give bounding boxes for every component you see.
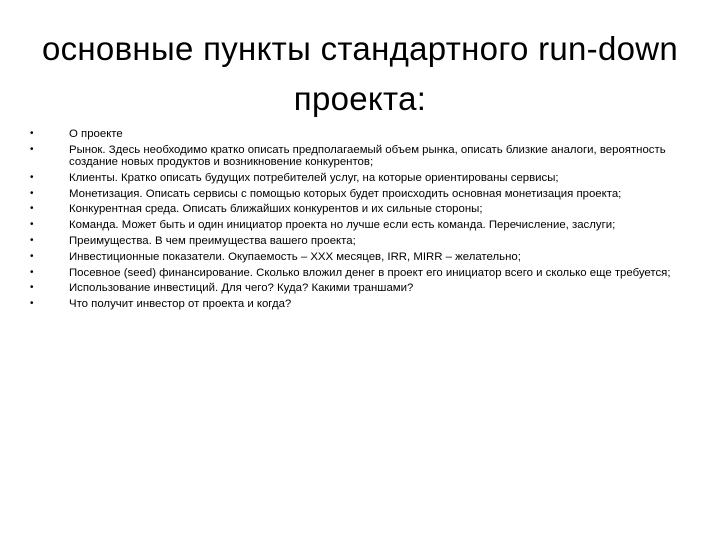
list-item-text: Клиенты. Кратко описать будущих потребителей услуг, на которые ориентированы сервисы;: [69, 171, 559, 184]
list-item: [28, 235, 698, 247]
list-item-text: Преимущества. В чем преимущества вашего проекта;: [69, 234, 356, 247]
list-item: [28, 144, 698, 168]
list-item-text: Монетизация. Описать сервисы с помощью которых будет происходить основная монетизация проекта;: [69, 187, 622, 200]
slide-title: основные пункты стандартного run-down проекта:: [41, 30, 679, 117]
list-item-text: Использование инвестиций. Для чего? Куда? Какими траншами?: [69, 282, 414, 295]
bullet-icon: •: [30, 282, 34, 294]
list-item-text: Что получит инвестор от проекта и когда?: [69, 298, 292, 311]
bullet-icon: •: [30, 219, 34, 231]
list-item-text: Инвестиционные показатели. Окупаемость – ХХХ месяцев, IRR, MIRR – желательно;: [69, 250, 521, 263]
list-item: [28, 188, 698, 200]
bullet-icon: •: [30, 187, 34, 199]
list-item: [28, 172, 698, 184]
list-item: [28, 128, 698, 140]
bullet-icon: •: [30, 250, 34, 262]
list-item-text: Команда. Может быть и один инициатор проекта но лучше если есть команда. Перечисление, заслуги;: [69, 219, 616, 232]
list-item: [28, 298, 698, 310]
list-item: [28, 251, 698, 263]
list-item: [28, 203, 698, 215]
list-item: [28, 219, 698, 231]
list-item-text: О проекте: [69, 128, 123, 140]
bullet-icon: •: [30, 298, 34, 310]
list-item: [28, 282, 698, 294]
bullet-icon: •: [30, 171, 34, 183]
bullet-icon: •: [30, 128, 34, 139]
list-item-text: Рынок. Здесь необходимо кратко описать предполагаемый объем рынка, описать близкие аналоги, вероятность создание новых продуктов и возникновение конкурентов;: [69, 143, 666, 168]
bullet-icon: •: [30, 203, 34, 215]
list-item: [28, 267, 698, 279]
bullet-icon: •: [30, 143, 34, 155]
list-item-text: Конкурентная среда. Описать ближайших конкурентов и их сильные стороны;: [69, 203, 483, 216]
bullet-icon: •: [30, 234, 34, 246]
bullet-list: [28, 128, 698, 314]
list-item-text: Посевное (seed) финансирование. Сколько вложил денег в проект его инициатор всего и сколько еще требуется;: [69, 266, 671, 279]
bullet-icon: •: [30, 266, 34, 278]
